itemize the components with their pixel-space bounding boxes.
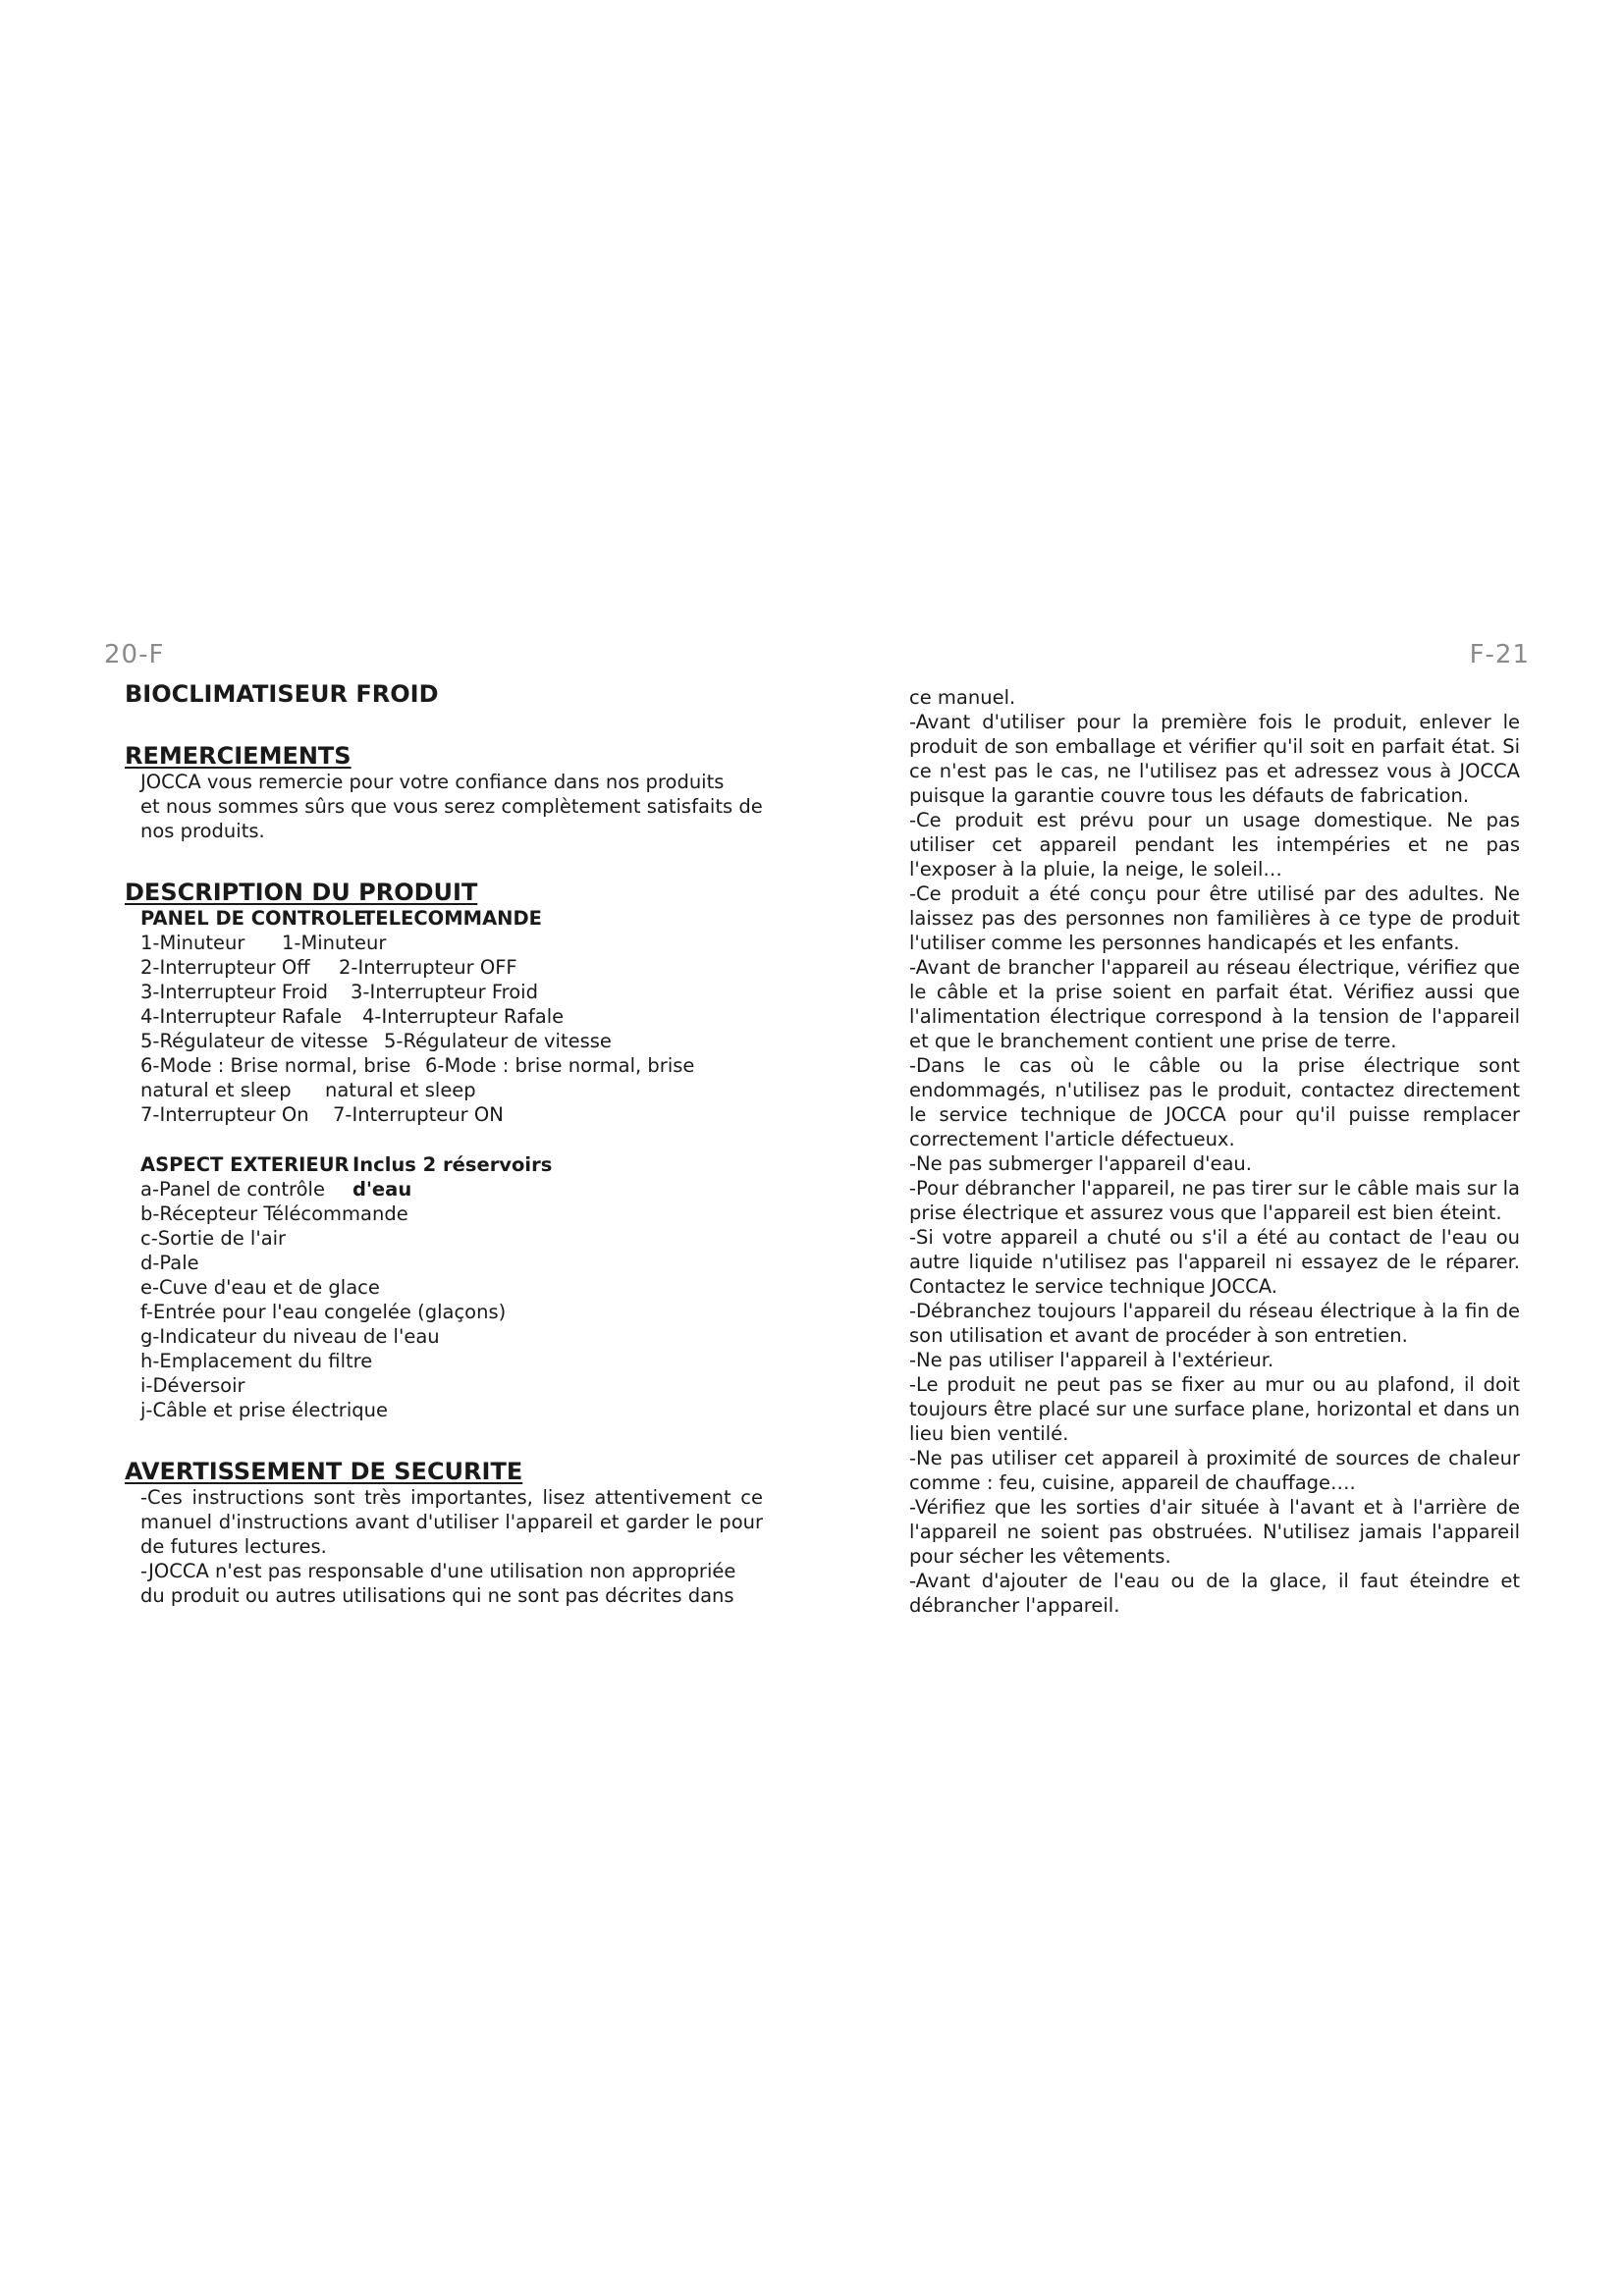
aspect-item: g-Indicateur du niveau de l'eau — [140, 1325, 440, 1348]
aspect-exterieur-header — [140, 1152, 763, 1177]
description-table-header — [140, 906, 763, 931]
paragraph: -Ne pas utiliser l'appareil à l'extérieur. — [909, 1349, 1274, 1371]
header-telecommande: TELECOMMANDE — [362, 907, 542, 930]
aspect-item: j-Câble et prise électrique — [140, 1399, 388, 1421]
panel-item: 7-Interrupteur On — [140, 1103, 309, 1126]
aspect-item — [140, 1177, 763, 1201]
panel-item: 4-Interrupteur Rafale — [140, 1005, 343, 1028]
remerciements-text — [125, 770, 763, 843]
aspect-exterieur-title: ASPECT EXTERIEUR — [140, 1153, 350, 1176]
paragraph: -Ne pas utiliser cet appareil à proximité de sources de chaleur comme : feu, cuisine, appareil de chauffage…. — [909, 1447, 1520, 1494]
remote-item: 6-Mode : brise normal, brise — [425, 1054, 695, 1077]
paragraph: -Ne pas submerger l'appareil d'eau. — [909, 1152, 1252, 1175]
description-row — [140, 1102, 763, 1127]
remote-item: natural et sleep — [325, 1079, 476, 1101]
remote-item: 3-Interrupteur Froid — [351, 981, 538, 1003]
paragraph: -Avant d'ajouter de l'eau ou de la glace, il faut éteindre et débrancher l'appareil. — [909, 1570, 1520, 1617]
remote-item: 2-Interrupteur OFF — [339, 956, 517, 979]
securite-text — [125, 1485, 763, 1608]
aspect-item-text: a-Panel de contrôle — [140, 1178, 325, 1201]
remote-item: 1-Minuteur — [282, 932, 387, 954]
aspect-item: i-Déversoir — [140, 1374, 245, 1397]
text-line: nos produits. — [140, 820, 265, 842]
description-content — [125, 906, 763, 1422]
remote-item: 5-Régulateur de vitesse — [384, 1030, 612, 1052]
aspect-item: b-Récepteur Télécommande — [140, 1202, 408, 1225]
section-heading-securite: AVERTISSEMENT DE SECURITE — [125, 1458, 523, 1485]
page-number-left: 20-F — [104, 640, 165, 669]
panel-item: 3-Interrupteur Froid — [140, 981, 328, 1003]
description-row — [140, 1053, 763, 1078]
reservoirs-note: Inclus 2 réservoirs — [352, 1153, 553, 1176]
paragraph: -JOCCA n'est pas responsable d'une utilisation non appropriée du produit ou autres utilisations qui ne sont pas décrites dans — [140, 1560, 736, 1607]
left-page-column — [125, 679, 763, 1608]
remote-item: 4-Interrupteur Rafale — [362, 1005, 565, 1028]
paragraph: ce manuel. — [909, 686, 1016, 709]
panel-item: 6-Mode : Brise normal, brise — [140, 1054, 411, 1077]
description-row — [140, 980, 763, 1004]
paragraph: -Dans le cas où le câble ou la prise électrique sont endommagés, n'utilisez pas le produit, contactez directement le service technique de JOCCA pour qu'il puisse remplacer correctement l'article défectueux. — [909, 1054, 1520, 1150]
header-panel-de-controle: PANEL DE CONTROLE — [140, 907, 367, 930]
page-number-right: F-21 — [1469, 640, 1530, 669]
description-row — [140, 1078, 763, 1102]
paragraph: -Avant d'utiliser pour la première fois le produit, enlever le produit de son emballage et vérifier qu'il soit en parfait état. Si ce n'est pas le cas, ne l'utilisez pas et adressez vous à JOCCA puisque la garantie couvre tous les défauts de fabrication. — [909, 711, 1520, 807]
paragraph: -Avant de brancher l'appareil au réseau électrique, vérifiez que le câble et la prise soient en parfait état. Vérifiez aussi que l'alimentation électrique correspond à la tension de l'appareil et que le branchement contient une prise de terre. — [909, 956, 1520, 1052]
description-row — [140, 931, 763, 955]
panel-item: 5-Régulateur de vitesse — [140, 1030, 368, 1052]
paragraph: -Ces instructions sont très importantes, lisez attentivement ce manuel d'instructions avant d'utiliser l'appareil et garder le pour de futures lectures. — [140, 1486, 763, 1558]
aspect-item: c-Sortie de l'air — [140, 1227, 287, 1250]
paragraph: -Le produit ne peut pas se fixer au mur ou au plafond, il doit toujours être placé sur une surface plane, horizontal et dans un lieu bien ventilé. — [909, 1373, 1520, 1445]
aspect-item: h-Emplacement du filtre — [140, 1350, 373, 1372]
panel-item: natural et sleep — [140, 1079, 292, 1101]
section-heading-description: DESCRIPTION DU PRODUIT — [125, 879, 478, 906]
page-title: BIOCLIMATISEUR FROID — [125, 680, 439, 708]
description-row — [140, 1004, 763, 1029]
description-row — [140, 955, 763, 980]
aspect-item: e-Cuve d'eau et de glace — [140, 1276, 380, 1299]
paragraph: -Vérifiez que les sorties d'air située à l'avant et à l'arrière de l'appareil ne soient pas obstruées. N'utilisez jamais l'appareil pour sécher les vêtements. — [909, 1496, 1520, 1568]
panel-item: 2-Interrupteur Off — [140, 956, 310, 979]
description-row — [140, 1029, 763, 1053]
reservoirs-note-continued: d'eau — [352, 1178, 412, 1201]
panel-item: 1-Minuteur — [140, 932, 245, 954]
section-heading-remerciements: REMERCIEMENTS — [125, 742, 352, 770]
paragraph: -Ce produit a été conçu pour être utilisé par des adultes. Ne laissez pas des personnes non familières à ce type de produit l'utiliser comme les personnes handicapés et les enfants. — [909, 882, 1520, 954]
aspect-item: f-Entrée pour l'eau congelée (glaçons) — [140, 1301, 507, 1323]
paragraph: -Débranchez toujours l'appareil du réseau électrique à la fin de son utilisation et avant de procéder à son entretien. — [909, 1300, 1520, 1347]
paragraph: -Pour débrancher l'appareil, ne pas tirer sur le câble mais sur la prise électrique et assurez vous que l'appareil est bien éteint. — [909, 1177, 1520, 1224]
paragraph: -Ce produit est prévu pour un usage domestique. Ne pas utiliser cet appareil pendant les intempéries et ne pas l'exposer à la pluie, la neige, le soleil… — [909, 809, 1520, 881]
remote-item: 7-Interrupteur ON — [333, 1103, 504, 1126]
right-page-column — [909, 685, 1520, 1618]
paragraph: -Si votre appareil a chuté ou s'il a été au contact de l'eau ou autre liquide n'utilisez pas l'appareil ni essayez de le réparer. Contactez le service technique JOCCA. — [909, 1226, 1520, 1298]
text-line: et nous sommes sûrs que vous serez complètement satisfaits de — [140, 795, 763, 818]
aspect-item: d-Pale — [140, 1252, 199, 1274]
text-line: JOCCA vous remercie pour votre confiance dans nos produits — [140, 771, 725, 793]
